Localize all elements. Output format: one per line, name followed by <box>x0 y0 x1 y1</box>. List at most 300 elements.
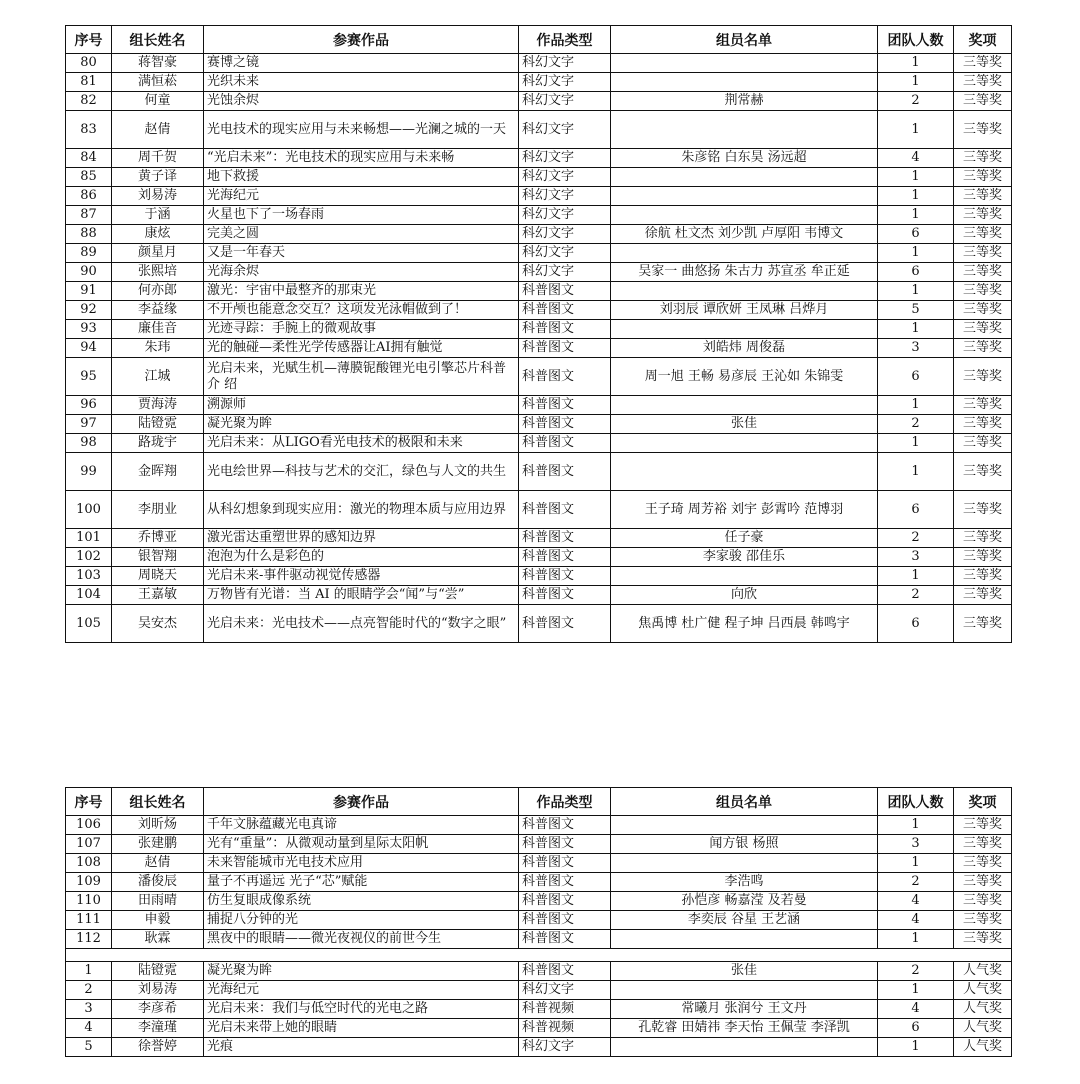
cell-leader: 陆镫霓 <box>112 415 204 434</box>
cell-leader: 张建鹏 <box>112 835 204 854</box>
cell-leader: 满恒菘 <box>112 73 204 92</box>
header-leader: 组长姓名 <box>112 26 204 54</box>
cell-award: 人气奖 <box>954 1019 1012 1038</box>
table-row <box>66 301 1012 320</box>
cell-award: 三等奖 <box>954 567 1012 586</box>
cell-members: 孔乾睿 田婧祎 李天怡 王佩莹 李泽凯 <box>611 1019 878 1038</box>
table-row <box>66 92 1012 111</box>
cell-leader: 李朋业 <box>112 491 204 529</box>
cell-no: 82 <box>66 92 112 111</box>
cell-type: 科普图文 <box>519 816 611 835</box>
cell-members: 刘羽辰 谭欣妍 王凤琳 吕烨月 <box>611 301 878 320</box>
cell-type: 科普图文 <box>519 911 611 930</box>
cell-count: 1 <box>878 453 954 491</box>
cell-count: 6 <box>878 225 954 244</box>
cell-type: 科普图文 <box>519 567 611 586</box>
table-row <box>66 111 1012 149</box>
cell-members: 向欣 <box>611 586 878 605</box>
cell-no: 111 <box>66 911 112 930</box>
cell-work: 千年文脉蕴藏光电真谛 <box>204 816 519 835</box>
cell-type: 科幻文字 <box>519 92 611 111</box>
cell-count: 1 <box>878 434 954 453</box>
cell-leader: 银智翔 <box>112 548 204 567</box>
cell-work: 不开颅也能意念交互？这项发光泳帽做到了！ <box>204 301 519 320</box>
cell-work: 光海纪元 <box>204 187 519 206</box>
cell-award: 三等奖 <box>954 434 1012 453</box>
cell-work: 仿生复眼成像系统 <box>204 892 519 911</box>
cell-work: “光启未来”：光电技术的现实应用与未来畅 <box>204 149 519 168</box>
table-row <box>66 1000 1012 1019</box>
header-count: 团队人数 <box>878 788 954 816</box>
awards-table-top <box>65 25 1012 643</box>
cell-members: 任子豪 <box>611 529 878 548</box>
cell-work: 光海纪元 <box>204 981 519 1000</box>
cell-count: 2 <box>878 529 954 548</box>
table-row <box>66 854 1012 873</box>
cell-award: 三等奖 <box>954 225 1012 244</box>
cell-leader: 刘昕炀 <box>112 816 204 835</box>
cell-members <box>611 816 878 835</box>
table-body <box>66 54 1012 643</box>
cell-no: 93 <box>66 320 112 339</box>
cell-work: 光电技术的现实应用与未来畅想——光澜之城的一天 <box>204 111 519 149</box>
cell-leader: 廉佳音 <box>112 320 204 339</box>
cell-work: 泡泡为什么是彩色的 <box>204 548 519 567</box>
cell-no: 89 <box>66 244 112 263</box>
cell-work: 光的触碰—柔性光学传感器让AI拥有触觉 <box>204 339 519 358</box>
cell-leader: 耿霖 <box>112 930 204 949</box>
spacer-cell <box>66 949 1012 962</box>
cell-members: 荆常赫 <box>611 92 878 111</box>
table-row <box>66 586 1012 605</box>
cell-no: 90 <box>66 263 112 282</box>
cell-type: 科普图文 <box>519 854 611 873</box>
table-row <box>66 168 1012 187</box>
table-row <box>66 548 1012 567</box>
cell-no: 1 <box>66 962 112 981</box>
cell-leader: 王嘉敏 <box>112 586 204 605</box>
table-row <box>66 149 1012 168</box>
header-row <box>66 788 1012 816</box>
cell-no: 112 <box>66 930 112 949</box>
cell-work: 光海余烬 <box>204 263 519 282</box>
table-row <box>66 396 1012 415</box>
cell-no: 87 <box>66 206 112 225</box>
table-row <box>66 453 1012 491</box>
cell-leader: 李彦希 <box>112 1000 204 1019</box>
cell-type: 科普图文 <box>519 453 611 491</box>
cell-count: 1 <box>878 854 954 873</box>
cell-award: 三等奖 <box>954 168 1012 187</box>
cell-members: 吴家一 曲悠扬 朱古力 苏宣丞 牟正延 <box>611 263 878 282</box>
cell-type: 科幻文字 <box>519 111 611 149</box>
cell-leader: 颜星月 <box>112 244 204 263</box>
cell-no: 109 <box>66 873 112 892</box>
cell-leader: 徐誉婷 <box>112 1038 204 1057</box>
table-row <box>66 1038 1012 1057</box>
cell-leader: 刘易涛 <box>112 981 204 1000</box>
cell-members <box>611 187 878 206</box>
table-row <box>66 434 1012 453</box>
cell-award: 三等奖 <box>954 301 1012 320</box>
cell-count: 1 <box>878 567 954 586</box>
cell-members <box>611 206 878 225</box>
cell-members <box>611 73 878 92</box>
cell-no: 91 <box>66 282 112 301</box>
cell-members <box>611 1038 878 1057</box>
cell-count: 2 <box>878 962 954 981</box>
cell-work: 从科幻想象到现实应用：激光的物理本质与应用边界 <box>204 491 519 529</box>
cell-type: 科普图文 <box>519 282 611 301</box>
cell-award: 三等奖 <box>954 586 1012 605</box>
cell-count: 1 <box>878 282 954 301</box>
cell-work: 地下救援 <box>204 168 519 187</box>
cell-members: 闻方银 杨照 <box>611 835 878 854</box>
cell-count: 1 <box>878 54 954 73</box>
cell-members: 周一旭 王畅 易彦辰 王沁如 朱锦雯 <box>611 358 878 396</box>
cell-work: 激光雷达重塑世界的感知边界 <box>204 529 519 548</box>
table-row <box>66 605 1012 643</box>
cell-work: 捕捉八分钟的光 <box>204 911 519 930</box>
cell-count: 3 <box>878 835 954 854</box>
cell-leader: 张熙培 <box>112 263 204 282</box>
cell-no: 3 <box>66 1000 112 1019</box>
table-row <box>66 320 1012 339</box>
header-work: 参赛作品 <box>204 26 519 54</box>
cell-type: 科普图文 <box>519 358 611 396</box>
cell-no: 96 <box>66 396 112 415</box>
cell-type: 科普图文 <box>519 339 611 358</box>
cell-leader: 江城 <box>112 358 204 396</box>
table-row <box>66 282 1012 301</box>
cell-members <box>611 54 878 73</box>
cell-count: 6 <box>878 1019 954 1038</box>
cell-members <box>611 854 878 873</box>
table-row <box>66 892 1012 911</box>
cell-members: 王子琦 周芳裕 刘宇 彭霄吟 范博羽 <box>611 491 878 529</box>
table-row <box>66 835 1012 854</box>
cell-leader: 潘俊辰 <box>112 873 204 892</box>
cell-count: 3 <box>878 548 954 567</box>
cell-leader: 何亦郎 <box>112 282 204 301</box>
cell-type: 科普图文 <box>519 320 611 339</box>
cell-work: 又是一年春天 <box>204 244 519 263</box>
cell-members: 朱彦铭 白东昊 汤远超 <box>611 149 878 168</box>
cell-type: 科幻文字 <box>519 73 611 92</box>
cell-type: 科幻文字 <box>519 244 611 263</box>
cell-no: 100 <box>66 491 112 529</box>
cell-members: 徐航 杜文杰 刘少凯 卢厚阳 韦博文 <box>611 225 878 244</box>
cell-award: 三等奖 <box>954 282 1012 301</box>
cell-award: 三等奖 <box>954 816 1012 835</box>
cell-no: 2 <box>66 981 112 1000</box>
cell-members: 焦禹博 杜广健 程子坤 吕西晨 韩鸣宇 <box>611 605 878 643</box>
cell-count: 6 <box>878 491 954 529</box>
table-row <box>66 962 1012 981</box>
cell-no: 105 <box>66 605 112 643</box>
cell-type: 科幻文字 <box>519 981 611 1000</box>
cell-award: 三等奖 <box>954 244 1012 263</box>
cell-leader: 田雨晴 <box>112 892 204 911</box>
cell-members: 李家骏 邵佳乐 <box>611 548 878 567</box>
cell-no: 80 <box>66 54 112 73</box>
cell-type: 科普图文 <box>519 396 611 415</box>
table-row <box>66 225 1012 244</box>
cell-work: 赛博之镜 <box>204 54 519 73</box>
cell-members <box>611 434 878 453</box>
cell-type: 科普图文 <box>519 873 611 892</box>
cell-no: 92 <box>66 301 112 320</box>
cell-members <box>611 244 878 263</box>
cell-work: 光痕 <box>204 1038 519 1057</box>
cell-count: 1 <box>878 206 954 225</box>
cell-no: 106 <box>66 816 112 835</box>
cell-work: 光启未来带上她的眼睛 <box>204 1019 519 1038</box>
cell-award: 人气奖 <box>954 981 1012 1000</box>
cell-leader: 吴安杰 <box>112 605 204 643</box>
cell-type: 科幻文字 <box>519 225 611 244</box>
cell-type: 科普视频 <box>519 1019 611 1038</box>
cell-leader: 黄子译 <box>112 168 204 187</box>
header-members: 组员名单 <box>611 788 878 816</box>
cell-leader: 贾海涛 <box>112 396 204 415</box>
table-row <box>66 873 1012 892</box>
cell-award: 三等奖 <box>954 358 1012 396</box>
cell-no: 107 <box>66 835 112 854</box>
cell-members: 张佳 <box>611 415 878 434</box>
cell-type: 科普图文 <box>519 301 611 320</box>
cell-type: 科幻文字 <box>519 263 611 282</box>
cell-work: 光启未来-事件驱动视觉传感器 <box>204 567 519 586</box>
cell-count: 2 <box>878 873 954 892</box>
header-count: 团队人数 <box>878 26 954 54</box>
cell-no: 86 <box>66 187 112 206</box>
cell-no: 101 <box>66 529 112 548</box>
cell-award: 三等奖 <box>954 149 1012 168</box>
cell-type: 科普图文 <box>519 415 611 434</box>
header-members: 组员名单 <box>611 26 878 54</box>
cell-type: 科普图文 <box>519 548 611 567</box>
cell-work: 光迹寻踪：手腕上的微观故事 <box>204 320 519 339</box>
cell-type: 科幻文字 <box>519 206 611 225</box>
cell-members: 常曦月 张润兮 王文丹 <box>611 1000 878 1019</box>
cell-count: 1 <box>878 111 954 149</box>
cell-members <box>611 453 878 491</box>
cell-type: 科普图文 <box>519 835 611 854</box>
cell-count: 4 <box>878 149 954 168</box>
cell-members <box>611 111 878 149</box>
cell-award: 三等奖 <box>954 92 1012 111</box>
cell-leader: 申毅 <box>112 911 204 930</box>
cell-type: 科普图文 <box>519 605 611 643</box>
cell-count: 1 <box>878 981 954 1000</box>
cell-award: 三等奖 <box>954 491 1012 529</box>
cell-count: 1 <box>878 930 954 949</box>
cell-award: 三等奖 <box>954 396 1012 415</box>
cell-leader: 赵倩 <box>112 854 204 873</box>
cell-work: 光蚀余烬 <box>204 92 519 111</box>
cell-work: 光有“重量”：从微观动量到星际太阳帆 <box>204 835 519 854</box>
cell-count: 2 <box>878 586 954 605</box>
header-work: 参赛作品 <box>204 788 519 816</box>
cell-no: 98 <box>66 434 112 453</box>
cell-count: 3 <box>878 339 954 358</box>
cell-leader: 金晖翔 <box>112 453 204 491</box>
table-row <box>66 206 1012 225</box>
cell-leader: 于涵 <box>112 206 204 225</box>
cell-members <box>611 168 878 187</box>
spacer-row <box>66 949 1012 962</box>
cell-type: 科幻文字 <box>519 168 611 187</box>
cell-award: 人气奖 <box>954 962 1012 981</box>
cell-type: 科普图文 <box>519 529 611 548</box>
cell-award: 三等奖 <box>954 835 1012 854</box>
table-row <box>66 244 1012 263</box>
table-row <box>66 263 1012 282</box>
cell-count: 1 <box>878 396 954 415</box>
cell-work: 光启未来：我们与低空时代的光电之路 <box>204 1000 519 1019</box>
cell-members <box>611 981 878 1000</box>
cell-type: 科普视频 <box>519 1000 611 1019</box>
cell-leader: 刘易涛 <box>112 187 204 206</box>
cell-leader: 李益缘 <box>112 301 204 320</box>
table-row <box>66 816 1012 835</box>
table-row <box>66 358 1012 396</box>
cell-award: 三等奖 <box>954 111 1012 149</box>
cell-award: 三等奖 <box>954 339 1012 358</box>
cell-work: 光启未来，光赋生机—薄膜铌酸锂光电引擎芯片科普介 绍 <box>204 358 519 396</box>
header-award: 奖项 <box>954 788 1012 816</box>
cell-type: 科普图文 <box>519 962 611 981</box>
table-row <box>66 1019 1012 1038</box>
cell-no: 4 <box>66 1019 112 1038</box>
cell-no: 104 <box>66 586 112 605</box>
cell-work: 凝光聚为眸 <box>204 962 519 981</box>
cell-count: 1 <box>878 168 954 187</box>
cell-award: 人气奖 <box>954 1038 1012 1057</box>
table-row <box>66 529 1012 548</box>
cell-no: 102 <box>66 548 112 567</box>
header-no: 序号 <box>66 788 112 816</box>
cell-members: 孙恺彦 畅嘉滢 及若曼 <box>611 892 878 911</box>
cell-award: 三等奖 <box>954 854 1012 873</box>
cell-count: 1 <box>878 816 954 835</box>
cell-work: 光织未来 <box>204 73 519 92</box>
cell-work: 激光：宇宙中最整齐的那束光 <box>204 282 519 301</box>
cell-work: 光电绘世界—科技与艺术的交汇，绿色与人文的共生 <box>204 453 519 491</box>
cell-no: 94 <box>66 339 112 358</box>
cell-count: 2 <box>878 415 954 434</box>
header-leader: 组长姓名 <box>112 788 204 816</box>
cell-type: 科幻文字 <box>519 54 611 73</box>
cell-leader: 周千贺 <box>112 149 204 168</box>
cell-members <box>611 320 878 339</box>
header-type: 作品类型 <box>519 788 611 816</box>
cell-members: 刘皓炜 周俊磊 <box>611 339 878 358</box>
cell-no: 85 <box>66 168 112 187</box>
cell-award: 三等奖 <box>954 54 1012 73</box>
cell-work: 火星也下了一场春雨 <box>204 206 519 225</box>
cell-count: 1 <box>878 187 954 206</box>
cell-type: 科普图文 <box>519 434 611 453</box>
cell-no: 83 <box>66 111 112 149</box>
header-award: 奖项 <box>954 26 1012 54</box>
cell-count: 1 <box>878 1038 954 1057</box>
cell-count: 4 <box>878 911 954 930</box>
cell-award: 三等奖 <box>954 187 1012 206</box>
cell-count: 1 <box>878 73 954 92</box>
cell-work: 万物皆有光谱：当 AI 的眼睛学会“闻”与“尝” <box>204 586 519 605</box>
cell-leader: 朱玮 <box>112 339 204 358</box>
cell-no: 95 <box>66 358 112 396</box>
table-row <box>66 567 1012 586</box>
cell-no: 99 <box>66 453 112 491</box>
cell-leader: 路珑宇 <box>112 434 204 453</box>
cell-award: 三等奖 <box>954 206 1012 225</box>
cell-type: 科普图文 <box>519 892 611 911</box>
cell-no: 5 <box>66 1038 112 1057</box>
table-row <box>66 339 1012 358</box>
cell-work: 未来智能城市光电技术应用 <box>204 854 519 873</box>
cell-award: 三等奖 <box>954 263 1012 282</box>
cell-members: 李奕辰 谷星 王艺涵 <box>611 911 878 930</box>
cell-type: 科普图文 <box>519 586 611 605</box>
table-row <box>66 981 1012 1000</box>
cell-type: 科普图文 <box>519 491 611 529</box>
cell-members: 张佳 <box>611 962 878 981</box>
cell-members <box>611 396 878 415</box>
cell-members: 李浩鸣 <box>611 873 878 892</box>
cell-work: 完美之圆 <box>204 225 519 244</box>
cell-no: 108 <box>66 854 112 873</box>
cell-no: 84 <box>66 149 112 168</box>
cell-work: 溯源师 <box>204 396 519 415</box>
cell-award: 三等奖 <box>954 892 1012 911</box>
cell-leader: 陆镫霓 <box>112 962 204 981</box>
cell-count: 1 <box>878 320 954 339</box>
cell-count: 4 <box>878 1000 954 1019</box>
cell-count: 6 <box>878 605 954 643</box>
cell-no: 110 <box>66 892 112 911</box>
cell-award: 三等奖 <box>954 605 1012 643</box>
table-row <box>66 930 1012 949</box>
table-body <box>66 816 1012 1057</box>
table-row <box>66 415 1012 434</box>
cell-award: 三等奖 <box>954 911 1012 930</box>
cell-award: 三等奖 <box>954 415 1012 434</box>
cell-type: 科普图文 <box>519 930 611 949</box>
cell-no: 97 <box>66 415 112 434</box>
cell-award: 三等奖 <box>954 453 1012 491</box>
cell-no: 88 <box>66 225 112 244</box>
cell-no: 81 <box>66 73 112 92</box>
header-type: 作品类型 <box>519 26 611 54</box>
table-row <box>66 54 1012 73</box>
header-row <box>66 26 1012 54</box>
cell-leader: 蒋智豪 <box>112 54 204 73</box>
cell-work: 光启未来：从LIGO看光电技术的极限和未来 <box>204 434 519 453</box>
cell-work: 量子不再遥远 光子“芯”赋能 <box>204 873 519 892</box>
cell-award: 三等奖 <box>954 73 1012 92</box>
cell-leader: 乔博亚 <box>112 529 204 548</box>
cell-count: 6 <box>878 358 954 396</box>
cell-members <box>611 282 878 301</box>
table-row <box>66 911 1012 930</box>
cell-award: 三等奖 <box>954 529 1012 548</box>
cell-members <box>611 930 878 949</box>
cell-count: 1 <box>878 244 954 263</box>
cell-count: 2 <box>878 92 954 111</box>
